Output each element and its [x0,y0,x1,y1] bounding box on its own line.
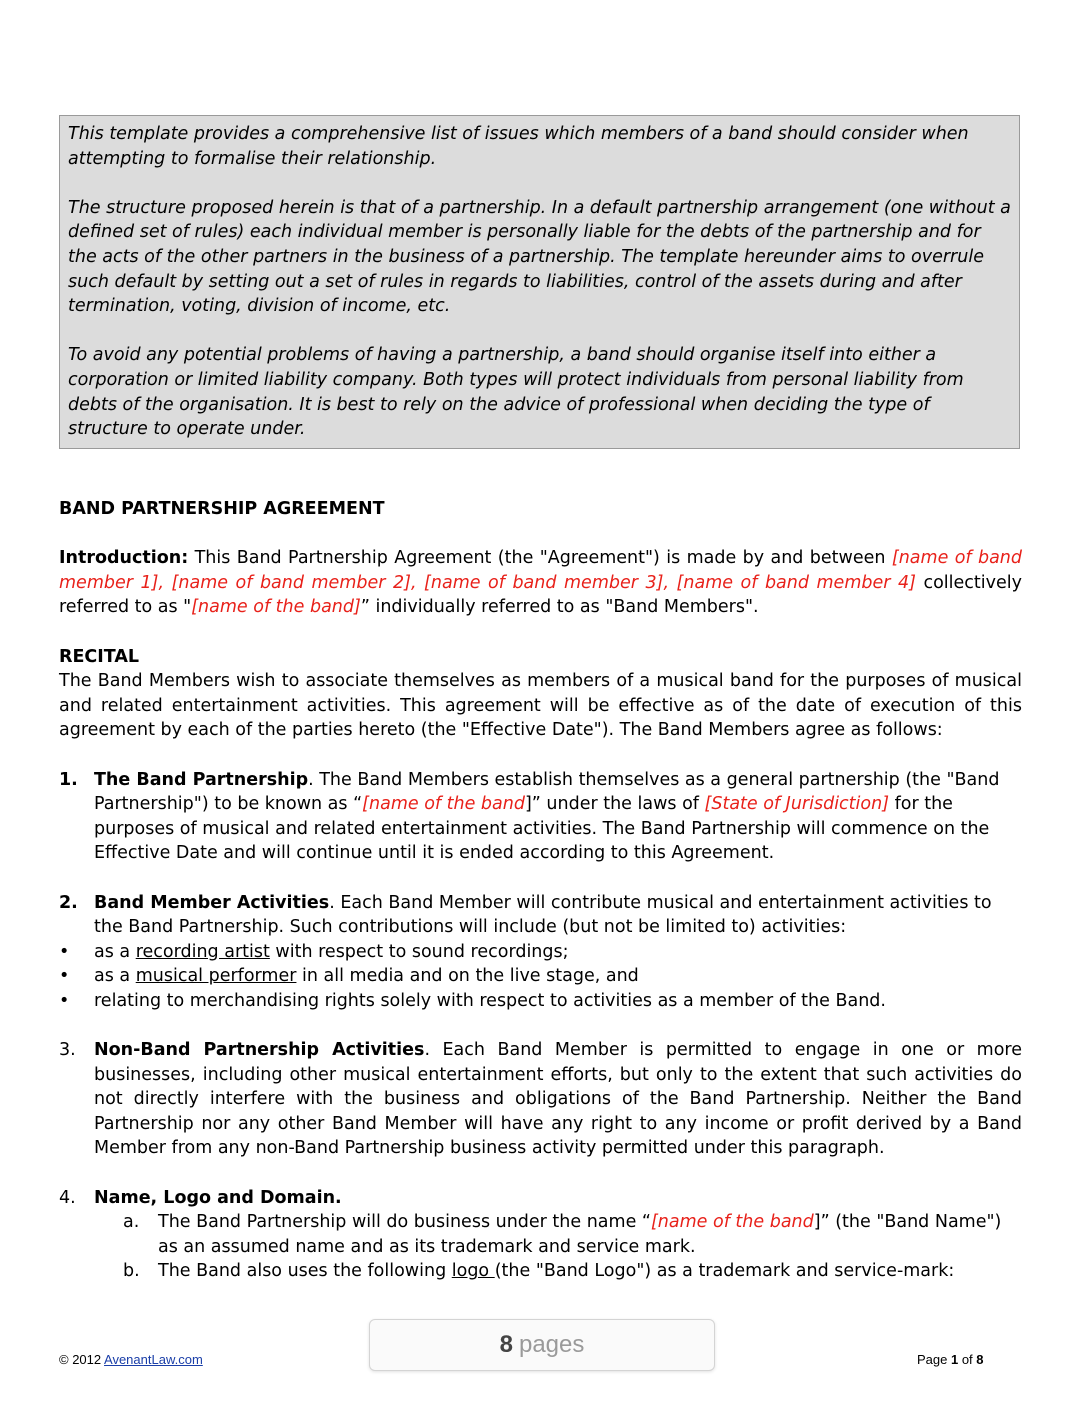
section-title: The Band Partnership [94,769,309,790]
separator: , [158,572,172,593]
section-number: 2. [59,892,78,913]
subsection-text: ] [813,1212,821,1233]
section-text: for the purposes of musical and related entertainment activities. The Band Partnership will commence on the Effective Date and will continue until it is ended according to this Agreement. [94,794,990,864]
logo-link: logo [451,1261,495,1282]
section-2 [59,891,1022,940]
subsection-text: (the "Band Logo") as a trademark and service-mark: [494,1261,955,1282]
bullet-text: relating to merchandising rights solely with respect to activities as a member of the Band. [94,990,886,1011]
introduction [59,546,1022,620]
copyright-text: © 2012 [59,1352,105,1367]
bullet-text: in all media and on the live stage, and [296,966,639,987]
page-count-pill [369,1319,715,1371]
placeholder-state: [State of Jurisdiction] [704,794,890,815]
recital-heading: RECITAL [59,646,140,667]
placeholder-band-name: [name of the band [362,794,525,815]
section-text: . The Band Members establish themselves as a general partnership (the "Band Partnership") to be known as “ [94,769,1000,815]
section-number: 1. [59,769,78,790]
subsection-text: The Band Partnership will do business under the name “ [158,1212,651,1233]
footer-copyright [59,1352,203,1367]
subsection-text: ” (the "Band Name") as an assumed name and as its trademark and service mark. [158,1212,1002,1257]
intro-text: This Band Partnership Agreement (the "Agreement") is made by and between [188,548,892,569]
section-text: . Each Band Member will contribute musical and entertainment activities to the Band Partnership. Such contributions will include (but not be limited to) activities: [94,892,992,938]
bullet-item [59,940,1022,965]
section-text: ]” [524,794,541,815]
subsection-text: The Band also uses the following [158,1261,452,1282]
separator: , [663,572,677,593]
bullet-icon: • [59,966,70,987]
page-indicator [917,1352,984,1367]
placeholder-member-2: [name of band member 2] [171,572,411,593]
section-text: . Each Band Member is permitted to engage in one or more businesses, including other musical entertainment efforts, but only to the extent that such activities do not directly interfere with the business and obligations of the Band Partnership. Neither the Band Partnership nor any other Band Member will have any right to any income or profit derived by a Band Member from any non-Band Partnership business activity permitted under this paragraph. [94,1040,1022,1159]
notice-paragraph: This template provides a comprehensive list of issues which members of a band should consider when attempting to formalise their relationship. [68,124,969,169]
subsection-letter: b. [123,1261,140,1282]
intro-text: ” individually referred to as "Band Members". [360,597,759,618]
section-3 [59,1038,1022,1161]
notice-paragraph: To avoid any potential problems of having a partnership, a band should organise itself into either a corporation or limited liability company. Both types will protect individuals from personal liability from debts of the organisation. It is best to rely on the advice of professional when deciding the type of structure to operate under. [68,345,964,440]
section-title: Name, Logo and Domain. [94,1187,342,1208]
page-total: 8 [976,1352,984,1367]
section-1 [59,768,1022,866]
page-number: 1 [950,1352,959,1367]
document-title: BAND PARTNERSHIP AGREEMENT [59,499,385,519]
underlined-term: musical performer [135,966,297,987]
bullet-text: as a [94,941,136,962]
subsection-a [59,1210,1022,1259]
separator: , [410,572,425,593]
page-label: Page [917,1352,951,1367]
bullet-icon: • [59,941,70,962]
placeholder-member-1: [name of band member 1] [59,548,1023,593]
bullet-item [59,989,1022,1014]
agreement-body [59,497,1022,1284]
placeholder-member-4: [name of band member 4] [676,572,916,593]
subsection-b [59,1259,1022,1284]
site-link[interactable]: AvenantLaw.com [104,1352,203,1367]
subsection-letter: a. [123,1212,140,1233]
intro-label: Introduction: [59,548,189,569]
underlined-term: recording artist [135,941,270,962]
template-notice-box [59,115,1020,449]
section-number: 3. [59,1040,76,1061]
bullet-icon: • [59,990,70,1011]
placeholder-band-name: [name of the band] [191,597,361,618]
placeholder-band-name: [name of the band [650,1212,814,1233]
placeholder-member-3: [name of band member 3] [424,572,664,593]
bullet-item [59,964,1022,989]
page-count: 8 [499,1331,513,1358]
section-text: under the laws of [540,794,705,815]
page-of: of [958,1352,977,1367]
notice-paragraph: The structure proposed herein is that of a partnership. In a default partnership arrangement (one without a defined set of rules) each individual member is personally liable for the debts of the partnership and for the acts of the other partners in the business of a partnership. The template hereunder aims to overrule such default by setting out a set of rules in regards to liabilities, control of the assets during and after termination, voting, division of income, etc. [68,197,1011,317]
intro-text: collectively referred to as " [59,572,1022,618]
section-title: Band Member Activities [94,892,330,913]
page-count-label: pages [518,1331,585,1358]
section-4 [59,1186,1022,1211]
bullet-text: as a [94,966,136,987]
recital-text: The Band Members wish to associate themselves as members of a musical band for the purposes of musical and related entertainment activities. This agreement will be effective as of the date of execution of this agreement by each of the parties hereto (the "Effective Date"). The Band Members agree as follows: [59,671,1022,741]
bullet-text: with respect to sound recordings; [269,941,569,962]
section-title: Non-Band Partnership Activities [94,1040,425,1061]
section-number: 4. [59,1187,76,1208]
